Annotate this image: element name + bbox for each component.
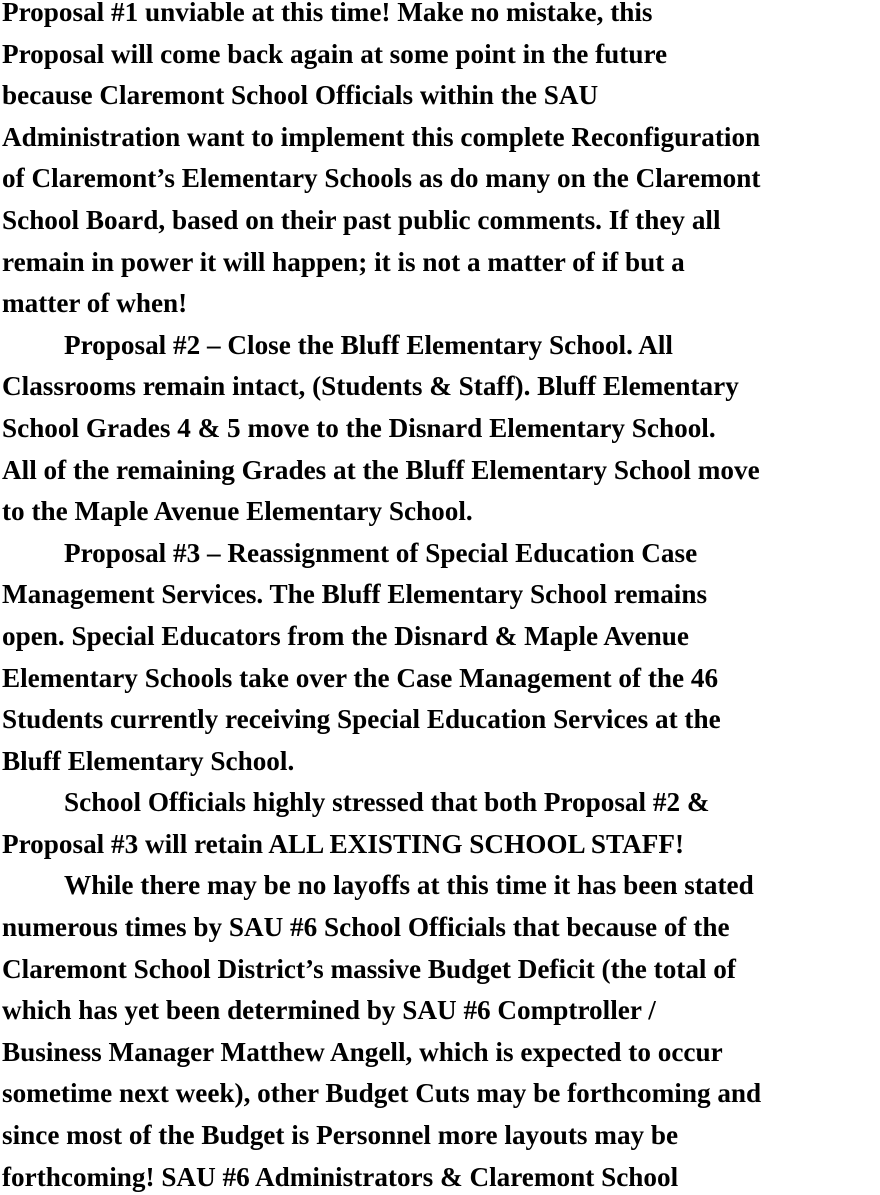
text-line: Bluff Elementary School.	[2, 745, 295, 776]
text-line: Classrooms remain intact, (Students & Staff). Bluff Elementary	[2, 371, 739, 402]
paragraph-first-line: School Officials highly stressed that both Proposal #2 &	[64, 787, 710, 818]
text-line: of Claremont’s Elementary Schools as do many on the Claremont	[2, 163, 761, 194]
text-line: which has yet been determined by SAU #6 Comptroller /	[2, 995, 656, 1026]
text-line: All of the remaining Grades at the Bluff Elementary School move	[2, 454, 760, 485]
document-body	[2, 0, 878, 1195]
text-line: Students currently receiving Special Education Services at the	[2, 704, 721, 735]
text-line: remain in power it will happen; it is not a matter of if but a	[2, 246, 685, 277]
text-line: numerous times by SAU #6 School Officials that because of the	[2, 912, 730, 943]
text-line: School Grades 4 & 5 move to the Disnard Elementary School.	[2, 412, 716, 443]
text-line: Proposal will come back again at some point in the future	[2, 38, 668, 69]
text-line: since most of the Budget is Personnel more layouts may be	[2, 1120, 679, 1151]
text-line: Management Services. The Bluff Elementary School remains	[2, 579, 708, 610]
text-line: School Board, based on their past public comments. If they all	[2, 204, 721, 235]
paragraph-first-line: While there may be no layoffs at this time it has been stated	[64, 870, 754, 901]
text-line: Proposal #3 will retain ALL EXISTING SCHOOL STAFF!	[2, 828, 685, 859]
text-line: Claremont School District’s massive Budget Deficit (the total of	[2, 953, 736, 984]
text-line: because Claremont School Officials within the SAU	[2, 80, 599, 111]
text-line: forthcoming! SAU #6 Administrators & Claremont School	[2, 1161, 679, 1192]
text-line: matter of when!	[2, 288, 188, 319]
text-line: open. Special Educators from the Disnard & Maple Avenue	[2, 620, 689, 651]
text-line: to the Maple Avenue Elementary School.	[2, 496, 473, 527]
paragraph-first-line: Proposal #3 – Reassignment of Special Education Case	[64, 537, 698, 568]
text-line: Elementary Schools take over the Case Management of the 46	[2, 662, 719, 693]
text-line: Proposal #1 unviable at this time! Make no mistake, this	[2, 0, 653, 27]
text-line: Business Manager Matthew Angell, which is expected to occur	[2, 1036, 723, 1067]
text-line: Administration want to implement this complete Reconfiguration	[2, 121, 761, 152]
paragraph-first-line: Proposal #2 – Close the Bluff Elementary School. All	[64, 329, 673, 360]
text-line: sometime next week), other Budget Cuts may be forthcoming and	[2, 1078, 762, 1109]
